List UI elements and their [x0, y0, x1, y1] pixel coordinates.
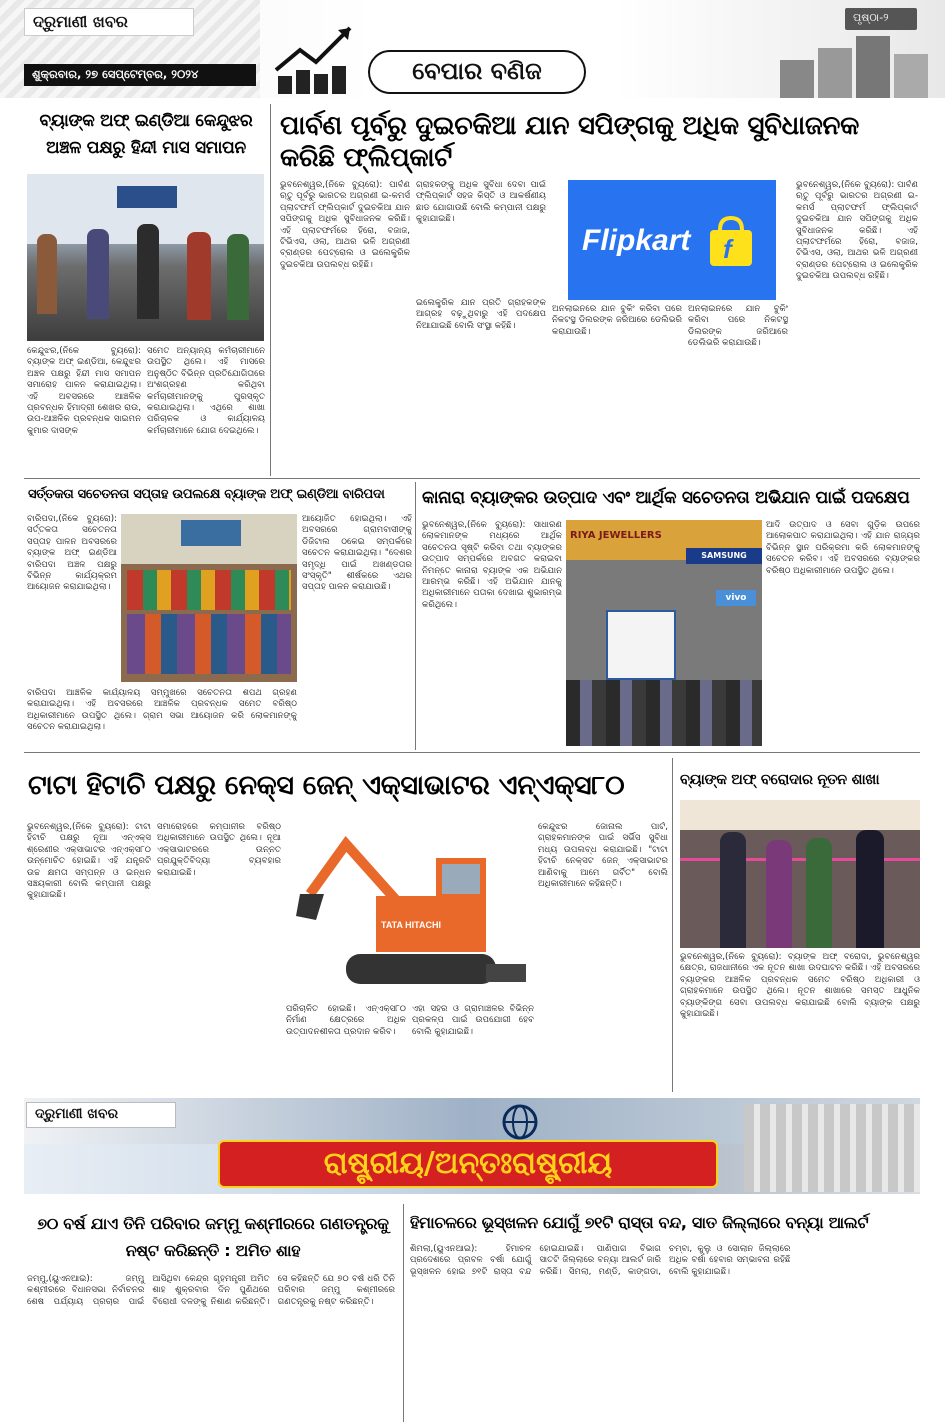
- samsung-sign: SAMSUNG: [686, 548, 762, 564]
- photo-bob: [680, 800, 920, 948]
- section-title: ବେପାର ବଣିଜ: [368, 50, 586, 94]
- vivo-sign: vivo: [716, 590, 756, 606]
- body-tata-col3: ପରିଚାଳିତ ହୋଇଛି। ଏନ୍‌ଏକ୍ସ୮୦ ନିର୍ମାଣ କ୍ଷେତ୍ରରେ ଅଧିକ ଉତ୍ପାଦନଶୀଳତା ପ୍ରଦାନ କରିବ।: [286, 1004, 406, 1037]
- body-boi-baripada-left: ବାରିପଦା,(ନିକେ ବ୍ୟୁରୋ): ସର୍ତ୍ତକତା ସଚେତନତା ସପ୍ତାହ ପାଳନ ଅବସରରେ ବ୍ୟାଙ୍କ ଅଫ୍ ଇଣ୍ଡିଆ ବାରିପଦା ଅଞ୍ଚଳ ପକ୍ଷରୁ ବିଭିନ୍ନ କାର୍ଯ୍ୟକ୍ରମ ଆୟୋଜନ କରାଯାଇଥିଲା।: [27, 514, 117, 593]
- body-boi-keonjhar-left: କେନ୍ଦୁଝର,(ନିକେ ବ୍ୟୁରୋ): ବ୍ୟାଙ୍କ ଅଫ୍ ଇଣ୍ଡିଆ, କେନ୍ଦୁଝର ଅଞ୍ଚଳ ପକ୍ଷରୁ ହିନ୍ଦୀ ମାସ ସମାପନ ସମାରୋହ ପାଳନ କରାଯାଇଥିଲା। ଏହି ଅବସରରେ ଆଞ୍ଚଳିକ ପ୍ରବନ୍ଧକ ହିମାଦ୍ରୀ ଶେଖର ରାଉ, ଉପ-ଆଞ୍ଚଳିକ ପ୍ରବନ୍ଧକ ସାଇମନ କୁମାର ଦାସଙ୍କ: [27, 346, 141, 436]
- body-tata-col2: ସମାରୋହରେ କମ୍ପାନୀର ବରିଷ୍ଠ ଅଧିକାରୀମାନେ ଉପସ୍ଥିତ ଥିଲେ। ନୂଆ ଏକ୍ସାଭାଟରରେ ଉନ୍ନତ ପ୍ରଯୁକ୍ତିବିଦ୍ୟା ବ୍ୟବହାର କରାଯାଇଛି।: [157, 822, 281, 878]
- column-rule: [270, 104, 271, 476]
- column-rule: [403, 1204, 404, 1422]
- banner-title: ରାଷ୍ଟ୍ରୀୟ/ଅନ୍ତଃରାଷ୍ଟ୍ରୀୟ: [218, 1140, 718, 1188]
- body-flipkart-col4: ଅନଲାଇନରେ ଯାନ ବୁକିଂ କରିବା ପରେ ନିକଟସ୍ଥ ଡିଲରଙ୍କ ଜରିଆରେ ଡେଲିଭରି କରାଯାଉଛି।: [552, 304, 682, 337]
- globe-icon: [498, 1102, 542, 1142]
- photo-canara: [566, 520, 762, 746]
- body-boi-baripada-bottom: ବାରିପଦା ଆଞ୍ଚଳିକ କାର୍ଯ୍ୟାଳୟ ସମ୍ମୁଖରେ ସଚେତନତା ଶପଥ ଗ୍ରହଣ କରାଯାଇଥିଲା। ଏହି ଅବସରରେ ଆଞ୍ଚଳିକ ପ୍ରବନ୍ଧକ ସମେତ ବରିଷ୍ଠ ଅଧିକାରୀମାନେ ଉପସ୍ଥିତ ଥିଲେ। ଗ୍ରାମ ସଭା ଆୟୋଜନ କରି ଲୋକମାନଙ୍କୁ ସଚେତନ କରାଯାଇଥିଲା।: [27, 688, 297, 733]
- flipkart-wordmark: Flipkart: [582, 224, 691, 257]
- body-himachal: ଶିମଲା,(ୟୁଏନଆଇ): ହିମାଚଳ ପ୍ରଦେଶରେ ପ୍ରବଳ ବର୍ଷା ଯୋଗୁଁ ଭୂସ୍ଖଳନ ହୋଇ ୭୧ଟି ରାସ୍ତା ବନ୍ଦ ହୋଇଯାଇଛି। ପାଣିପାଗ ବିଭାଗ ସାତଟି ଜିଲ୍ଲାରେ ବନ୍ୟା ଆଲର୍ଟ ଜାରି କରିଛି। ସିମଲା, ମଣ୍ଡି, କାଙ୍ଗଡା, ଚମ୍ବା, କୁଲୁ ଓ ସୋଲାନ ଜିଲ୍ଲାରେ ଅଧିକ ବର୍ଷା ହେବାର ସମ୍ଭାବନା ରହିଛି ବୋଲି କୁହାଯାଇଛି।: [410, 1244, 791, 1277]
- headline-amit-shah: ୭୦ ବର୍ଷ ଯାଏ ତିନି ପରିବାର ଜମ୍ମୁ କଶ୍ମୀରରେ ଗଣତନ୍ତ୍ରକୁ ନଷ୍ଟ କରିଛନ୍ତି : ଅମିତ ଶାହ: [37, 1214, 389, 1260]
- excavator-icon: [286, 824, 532, 1000]
- body-canara-right: ଆଦି ଉତ୍ପାଦ ଓ ସେବା ଗୁଡ଼ିକ ଉପରେ ଆଲୋକପାତ କରାଯାଇଥିଲା। ଏହି ଯାନ ରାଜ୍ୟର ବିଭିନ୍ନ ସ୍ଥାନ ପରିକ୍ରମା କରି ଲୋକମାନଙ୍କୁ ସଚେତନ କରିବ। ଏହି ଅବସରରେ ବ୍ୟାଙ୍କର ବରିଷ୍ଠ ଅଧିକାରୀମାନେ ଉପସ୍ଥିତ ଥିଲେ।: [766, 520, 920, 576]
- body-flipkart-col3: ଇଲେକ୍ଟ୍ରିକ ଯାନ ପ୍ରତି ଗ୍ରାହକଙ୍କ ଆଗ୍ରହ ବଢ଼ୁଥିବାରୁ ଏହି ପଦକ୍ଷେପ ନିଆଯାଇଛି ବୋଲି ସଂସ୍ଥା କହିଛି।: [416, 298, 546, 331]
- headline-canara: କାନାରା ବ୍ୟାଙ୍କର ଉତ୍ପାଦ ଏବଂ ଆର୍ଥିକ ସଚେତନତା ଅଭିଯାନ ପାଇଁ ପଦକ୍ଷେପ: [422, 488, 910, 508]
- body-amit-shah: ଜମ୍ମୁ,(ୟୁଏନଆଇ): ଜମ୍ମୁ କଶ୍ମୀରରେ ବିଧାନସଭା ନିର୍ବାଚନର ଶେଷ ପର୍ଯ୍ୟାୟ ପ୍ରଚାର ପାଇଁ ଆସିଥିବା କେନ୍ଦ୍ର ଗୃହମନ୍ତ୍ରୀ ଅମିତ ଶାହ ଶୁକ୍ରବାର ଦିନ ପୁଣିଥରେ ବିରୋଧୀ ଦଳଙ୍କୁ ନିଶାଣ କରିଛନ୍ତି। ସେ କହିଛନ୍ତି ଯେ ୭୦ ବର୍ଷ ଧରି ତିନି ପରିବାର ଜମ୍ମୁ କଶ୍ମୀରରେ ଗଣତନ୍ତ୍ରକୁ ନଷ୍ଟ କରିଛନ୍ତି।: [27, 1274, 395, 1307]
- body-bob: ଭୁବନେଶ୍ୱର,(ନିକେ ବ୍ୟୁରୋ): ବ୍ୟାଙ୍କ ଅଫ୍ ବରୋଦା, ଭୁବନେଶ୍ୱର କ୍ଷେତ୍ର, ରାଜଧାନୀରେ ଏକ ନୂତନ ଶାଖା ଉଦଘାଟନ କରିଛି। ଏହି ଅବସରରେ ବ୍ୟାଙ୍କର ଆଞ୍ଚଳିକ ପ୍ରବନ୍ଧକ ସମେତ ବରିଷ୍ଠ ଅଧିକାରୀ ଓ ଗ୍ରାହକମାନେ ଉପସ୍ଥିତ ଥିଲେ। ନୂତନ ଶାଖାରେ ସମସ୍ତ ଆଧୁନିକ ବ୍ୟାଙ୍କିଙ୍ଗ ସେବା ଉପଲବ୍ଧ କରାଯାଇଛି ବୋଲି ବ୍ୟାଙ୍କ ପକ୍ଷରୁ କୁହାଯାଇଛି।: [680, 952, 920, 1020]
- page-number: ପୃଷ୍ଠା-୨: [845, 8, 917, 30]
- body-flipkart-col1: ଭୁବନେଶ୍ୱର,(ନିକେ ବ୍ୟୁରୋ): ପାର୍ବଣ ଋତୁ ପୂର୍ବରୁ ଭାରତର ଅଗ୍ରଣୀ ଇ-କମର୍ସ ପ୍ଲାଟଫର୍ମ ଫ୍ଲିପ୍‌କାର୍ଟ ଦୁଇଚକିଆ ଯାନ ସପିଙ୍ଗକୁ ଅଧିକ ସୁବିଧାଜନକ କରିଛି। ଏହି ପ୍ଲାଟଫର୍ମରେ ହିରୋ, ବଜାଜ, ଟିଭିଏସ, ଓଲା, ଆଥର ଭଳି ଅଗ୍ରଣୀ ବ୍ରାଣ୍ଡର ପେଟ୍ରୋଲ ଓ ଇଲେକ୍ଟ୍ରିକ ଦୁଇଚକିଆ ଉପଲବ୍ଧ ରହିଛି।: [280, 180, 410, 270]
- body-flipkart-col5: ଅନଲାଇନରେ ଯାନ ବୁକିଂ କରିବା ପରେ ନିକଟସ୍ଥ ଡିଲରଙ୍କ ଜରିଆରେ ଡେଲିଭରି କରାଯାଉଛି।: [688, 304, 788, 349]
- headline-boi-keonjhar: ବ୍ୟାଙ୍କ ଅଫ୍ ଇଣ୍ଡିଆ କେନ୍ଦୁଝର ଅଞ୍ଚଳ ପକ୍ଷରୁ ହିନ୍ଦୀ ମାସ ସମାପନ: [39, 111, 253, 158]
- body-canara-left: ଭୁବନେଶ୍ୱର,(ନିକେ ବ୍ୟୁରୋ): ସାଧାରଣ ଲୋକମାନଙ୍କ ମଧ୍ୟରେ ଆର୍ଥିକ ସଚେତନତା ସୃଷ୍ଟି କରିବା ତଥା ବ୍ୟାଙ୍କର ଉତ୍ପାଦ ସମ୍ପର୍କରେ ଅବଗତ କରାଇବା ନିମନ୍ତେ କାନାରା ବ୍ୟାଙ୍କ ଏକ ଅଭିଯାନ ଆରମ୍ଭ କରିଛି। ଏହି ଅଭିଯାନ ଯାନକୁ ଅଧିକାରୀମାନେ ପତାକା ଦେଖାଇ ଶୁଭାରମ୍ଭ କରିଥିଲେ।: [422, 520, 562, 610]
- row-rule: [24, 478, 920, 479]
- body-flipkart-col6: ଭୁବନେଶ୍ୱର,(ନିକେ ବ୍ୟୁରୋ): ପାର୍ବଣ ଋତୁ ପୂର୍ବରୁ ଭାରତର ଅଗ୍ରଣୀ ଇ-କମର୍ସ ପ୍ଲାଟଫର୍ମ ଫ୍ଲିପ୍‌କାର୍ଟ ଦୁଇଚକିଆ ଯାନ ସପିଙ୍ଗକୁ ଅଧିକ ସୁବିଧାଜନକ କରିଛି। ଏହି ପ୍ଲାଟଫର୍ମରେ ହିରୋ, ବଜାଜ, ଟିଭିଏସ, ଓଲା, ଆଥର ଭଳି ଅଗ୍ରଣୀ ବ୍ରାଣ୍ଡର ପେଟ୍ରୋଲ ଓ ଇଲେକ୍ଟ୍ରିକ ଦୁଇଚକିଆ ଉପଲବ୍ଧ ରହିଛି।: [796, 180, 918, 282]
- flipkart-logo-banner: [568, 180, 776, 300]
- svg-text:f: f: [723, 234, 732, 264]
- shop-sign: RIYA JEWELLERS: [570, 530, 662, 541]
- photo-tata-excavator: [286, 824, 532, 1000]
- photo-boi-keonjhar: [27, 174, 264, 341]
- city-skyline: [744, 1104, 920, 1192]
- headline-flipkart: ପାର୍ବଣ ପୂର୍ବରୁ ଦୁଇଚକିଆ ଯାନ ସପିଙ୍ଗକୁ ଅଧିକ ସୁବିଧାଜନକ କରିଛି ଫ୍ଲିପ୍‌କାର୍ଟ: [280, 111, 860, 173]
- column-rule: [415, 482, 416, 750]
- headline-bob: ବ୍ୟାଙ୍କ ଅଫ୍ ବରୋଦାର ନୂତନ ଶାଖା: [680, 772, 880, 788]
- body-boi-baripada-right: ଆୟୋଜିତ ହୋଇଥିଲା। ଏହି ଅବସରରେ ଗ୍ରାମବାସୀଙ୍କୁ ଡିଜିଟାଲ ଠକେଇ ସମ୍ପର୍କରେ ସଚେତନ କରାଯାଇଥିଲା। "ଦେଶର ସମୃଦ୍ଧି ପାଇଁ ଅଖଣ୍ଡତାର ସଂସ୍କୃତି" ଶୀର୍ଷକରେ ଏଥର ସପ୍ତାହ ପାଳନ କରାଯାଉଛି।: [302, 514, 412, 593]
- flipkart-bag-icon: [706, 216, 756, 268]
- body-tata-col5: କେନ୍ଦୁଝର ଜୋନାଲ ପାର୍ଟ, ଗ୍ରାହକମାନଙ୍କ ପାଇଁ ସର୍ଭିସ ସୁବିଧା ମଧ୍ୟ ଉପଲବ୍ଧ କରାଯାଇଛି। "ଟାଟା ହିଟାଚି ନେକ୍ସଟ ଜେନ୍ ଏକ୍ସାଭାଟର ଆଣିବାକୁ ଆମେ ଗର୍ବିତ" ବୋଲି ଅଧିକାରୀମାନେ କହିଛନ୍ତି।: [538, 822, 668, 890]
- issue-date: ଶୁକ୍ରବାର, ୨୭ ସେପ୍ଟେମ୍ବର, ୨୦୨୪: [24, 64, 256, 86]
- campaign-van: [606, 610, 676, 680]
- column-rule: [672, 758, 673, 1092]
- body-tata-col4: ଏହା ସହର ଓ ଗ୍ରାମାଞ୍ଚଳର ବିଭିନ୍ନ ପ୍ରକଳ୍ପ ପାଇଁ ଉପଯୋଗୀ ହେବ ବୋଲି କୁହାଯାଇଛି।: [412, 1004, 534, 1037]
- body-boi-keonjhar-right: ସମେତ ଅନ୍ୟାନ୍ୟ କର୍ମଚାରୀମାନେ ଉପସ୍ଥିତ ଥିଲେ। ଏହି ମାସରେ ଅନୁଷ୍ଠିତ ବିଭିନ୍ନ ପ୍ରତିଯୋଗିତାରେ ଅଂଶଗ୍ରହଣ କରିଥିବା କର୍ମଚାରୀମାନଙ୍କୁ ପୁରସ୍କୃତ କରାଯାଇଥିଲା। ଏଥିରେ ଶାଖା ପରିଚାଳକ ଓ କାର୍ଯ୍ୟାଳୟ କର୍ମଚାରୀମାନେ ଯୋଗ ଦେଇଥିଲେ।: [147, 346, 265, 436]
- headline-tata: ଟାଟା ହିଟାଚି ପକ୍ଷରୁ ନେକ୍ସ ଜେନ୍ ଏକ୍ସାଭାଟର ଏନ୍‌ଏକ୍ସ୮୦: [28, 770, 625, 801]
- banner-brand: ଦ୍ରୁମାଣୀ ଖବର: [26, 1102, 176, 1128]
- body-tata-col1: ଭୁବନେଶ୍ୱର,(ନିକେ ବ୍ୟୁରୋ): ଟାଟା ହିଟାଚି ପକ୍ଷରୁ ନୂଆ ଏନ୍‌ଏକ୍ସ ଶ୍ରେଣୀର ଏକ୍ସାଭାଟର ଏନ୍‌ଏକ୍ସ୮୦ ଉନ୍ମୋଚିତ ହୋଇଛି। ଏହି ଯନ୍ତ୍ରଟି ଉଚ୍ଚ କ୍ଷମତା ସମ୍ପନ୍ନ ଓ ଇନ୍ଧନ ସଞ୍ଚୟକାରୀ ବୋଲି କମ୍ପାନୀ ପକ୍ଷରୁ କୁହାଯାଇଛି।: [27, 822, 151, 901]
- photo-boi-baripada: [121, 514, 297, 682]
- growth-chart-icon: [270, 20, 360, 96]
- coins-stack-icon: [770, 30, 945, 98]
- row-rule: [24, 752, 920, 753]
- machine-label: TATA HITACHI: [381, 920, 441, 930]
- headline-boi-baripada: ସର୍ତ୍ତକତା ସଚେତନତା ସପ୍ତାହ ଉପଲକ୍ଷେ ବ୍ୟାଙ୍କ ଅଫ୍ ଇଣ୍ଡିଆ ବାରିପଦା: [28, 487, 385, 502]
- headline-himachal: ହିମାଚଳରେ ଭୂସ୍ଖଳନ ଯୋଗୁଁ ୭୧ଟି ରାସ୍ତା ବନ୍ଦ, ସାତ ଜିଲ୍ଲାରେ ବନ୍ୟା ଆଲର୍ଟ: [410, 1213, 869, 1232]
- body-flipkart-col2: ଗ୍ରାହକଙ୍କୁ ଅଧିକ ସୁବିଧା ଦେବା ପାଇଁ ଫ୍ଲିପ୍‌କାର୍ଟ ସହଜ କିସ୍ତି ଓ ଆକର୍ଷଣୀୟ ଛାଡ ଯୋଗାଉଛି ବୋଲି କମ୍ପାନୀ ପକ୍ଷରୁ କୁହାଯାଇଛି।: [416, 180, 546, 225]
- brand-logo: ଦ୍ରୁମାଣୀ ଖବର: [24, 8, 194, 36]
